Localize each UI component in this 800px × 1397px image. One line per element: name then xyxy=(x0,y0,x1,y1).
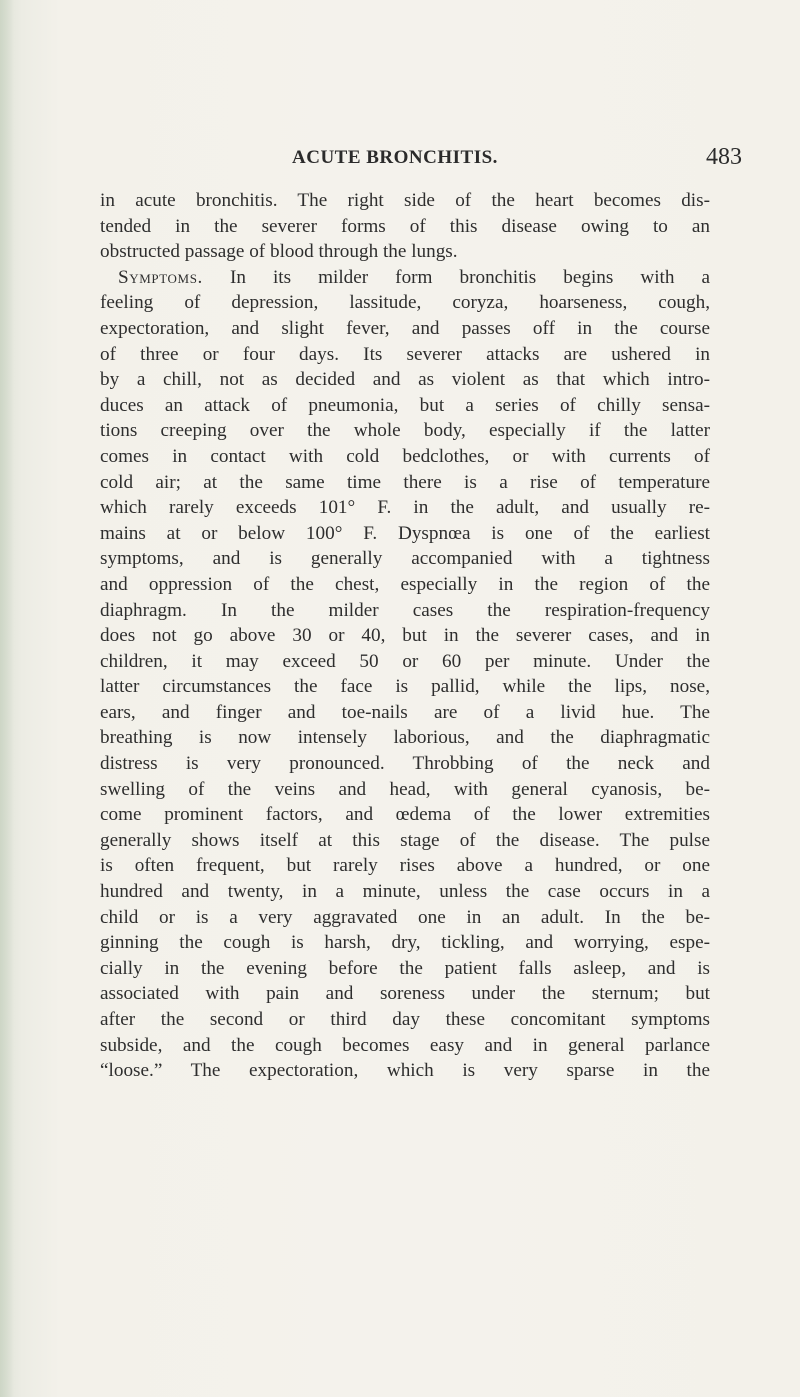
text-line: generally shows itself at this stage of the disease. The pulse xyxy=(100,829,710,851)
text-line: children, it may exceed 50 or 60 per minute. Under the xyxy=(100,650,710,672)
running-head xyxy=(0,144,800,177)
text-line: associated with pain and soreness under the sternum; but xyxy=(100,983,710,1005)
text-fragment: In its milder form bronchitis begins with a xyxy=(202,266,710,288)
text-line: latter circumstances the face is pallid, while the lips, nose, xyxy=(100,676,710,698)
text-line: after the second or third day these concomitant symptoms xyxy=(100,1009,710,1030)
text-line: “loose.” The expectoration, which is very sparse in the xyxy=(100,1060,710,1082)
text-line: duces an attack of pneumonia, but a series of chilly sensa- xyxy=(100,394,710,416)
text-line: which rarely exceeds 101° F. in the adult, and usually re- xyxy=(100,497,710,519)
text-line: mains at or below 100° F. Dyspnœa is one of the earliest xyxy=(100,522,710,544)
text-line: obstructed passage of blood through the lungs. xyxy=(100,241,458,263)
text-line: distress is very pronounced. Throbbing of the neck and xyxy=(100,753,710,775)
text-line: ears, and finger and toe-nails are of a livid hue. The xyxy=(100,701,710,723)
text-line: expectoration, and slight fever, and passes off in the course xyxy=(100,317,710,339)
section-lead: Symptoms. xyxy=(118,266,203,288)
text-line: ginning the cough is harsh, dry, tickling, and worrying, espe- xyxy=(100,932,710,954)
text-line: is often frequent, but rarely rises above a hundred, or one xyxy=(100,855,710,877)
text-line: feeling of depression, lassitude, coryza, hoarseness, cough, xyxy=(100,292,710,314)
text-line: of three or four days. Its severer attacks are ushered in xyxy=(100,343,710,365)
text-line: cold air; at the same time there is a rise of temperature xyxy=(100,471,710,493)
text-line: child or is a very aggravated one in an adult. In the be- xyxy=(100,906,710,928)
text-line: comes in contact with cold bedclothes, or with currents of xyxy=(100,445,710,467)
page-number: 483 xyxy=(706,144,742,170)
text-line: by a chill, not as decided and as violent as that which intro- xyxy=(100,369,710,391)
text-line: in acute bronchitis. The right side of the heart becomes dis- xyxy=(100,190,710,211)
text-line: swelling of the veins and head, with general cyanosis, be- xyxy=(100,778,710,800)
running-title: ACUTE BRONCHITIS. xyxy=(292,147,498,168)
text-line: diaphragm. In the milder cases the respiration-frequency xyxy=(100,599,710,621)
body-text xyxy=(100,188,710,1084)
text-line: does not go above 30 or 40, but in the severer cases, and in xyxy=(100,625,710,647)
text-line: come prominent factors, and œdema of the lower extremities xyxy=(100,804,710,826)
text-line: tions creeping over the whole body, especially if the latter xyxy=(100,420,710,442)
text-line: subside, and the cough becomes easy and in general parlance xyxy=(100,1034,710,1056)
text-line: breathing is now intensely laborious, and the diaphragmatic xyxy=(100,727,710,749)
text-line: hundred and twenty, in a minute, unless the case occurs in a xyxy=(100,881,710,903)
page-binding-shadow xyxy=(0,0,14,1397)
text-line: and oppression of the chest, especially in the region of the xyxy=(100,573,710,595)
text-line: symptoms, and is generally accompanied with a tightness xyxy=(100,548,710,570)
text-line: cially in the evening before the patient falls asleep, and is xyxy=(100,957,710,979)
text-line xyxy=(100,265,710,291)
text-line: tended in the severer forms of this disease owing to an xyxy=(100,215,710,237)
